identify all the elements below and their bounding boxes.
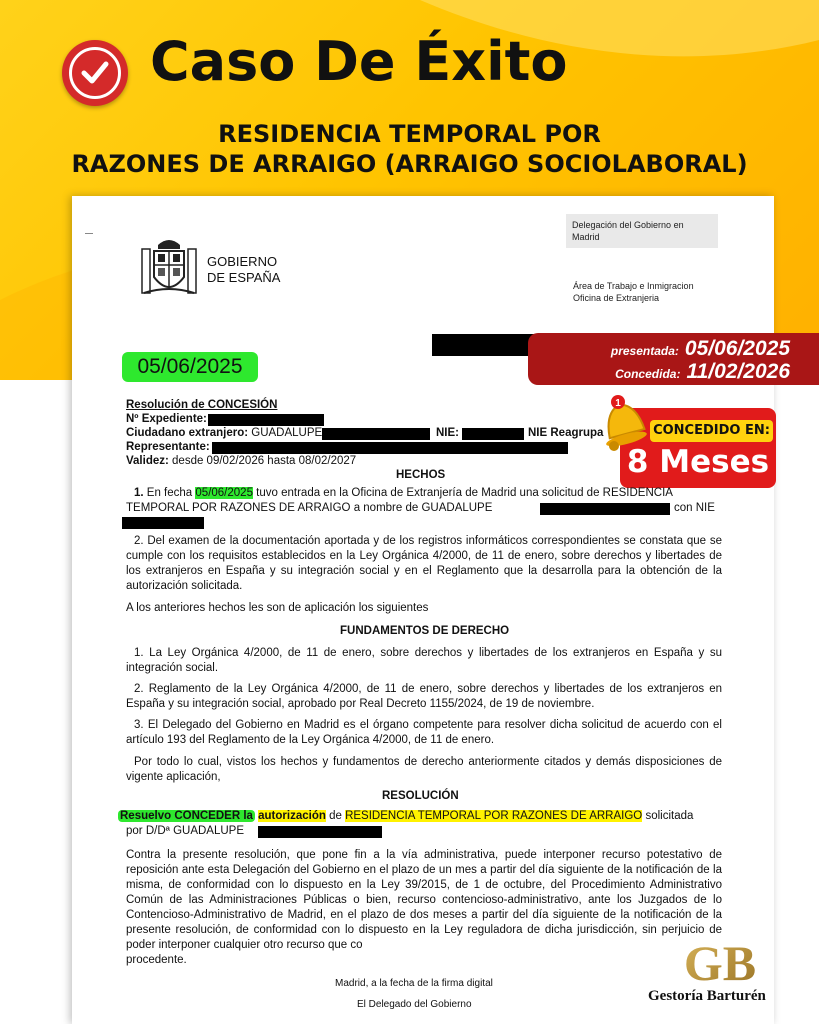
svg-text:GB: GB (683, 935, 757, 990)
resolution-heading: Resolución de CONCESIÓN (126, 399, 278, 411)
fundamentos-heading: FUNDAMENTOS DE DERECHO (340, 625, 510, 637)
redacted-name-3 (258, 826, 382, 838)
redacted-address (432, 334, 542, 356)
highlight-date: 05/06/2025 (122, 352, 258, 382)
concedido-label: CONCEDIDO EN: (650, 420, 773, 442)
granted-date: 11/02/2026 (686, 360, 790, 383)
delegation-box: Delegación del Gobierno en Madrid (566, 214, 718, 248)
ciudadano-row: Ciudadano extranjero: GUADALUPE (126, 427, 323, 439)
presented-date: 05/06/2025 (684, 337, 790, 360)
validez-row: Validez: desde 09/02/2026 hasta 08/02/2027 (126, 455, 357, 467)
government-label: GOBIERNO DE ESPAÑA (207, 254, 281, 285)
bell-badge-count: 1 (615, 398, 621, 409)
redacted-name-2 (540, 503, 670, 515)
hechos-p1: 1. En fecha 05/06/2025 tuvo entrada en la Oficina de Extranjería de Madrid una solicitud de RESIDENCIA (134, 487, 673, 499)
procedente-text: procedente. (126, 954, 187, 966)
presented-label: presentada: (610, 344, 679, 358)
concedido-duration: 8 Meses (626, 444, 770, 480)
granted-label: Concedida: (615, 367, 681, 381)
coat-of-arms-icon (140, 235, 198, 301)
nie-reagrupa-label: NIE Reagrupa (528, 427, 604, 439)
signature-role: El Delegado del Gobierno (357, 999, 472, 1010)
recurso-paragraph: Contra la presente resolución, que pone fin a la vía administrativa, puede interponer recurso potestativo de reposición ante esta Delegación del Gobierno en el plazo de un mes a partir del día siguiente de la notificación de la misma, de conformidad con lo dispuesto en la Ley 39/2015, de 1 de octubre, del Procedimiento Administrativo Común de las Administraciones Públicas o bien, recurso contencioso-administrativo, ante los Juzgados de lo Contencioso-Administrativo de Madrid, en el plazo de dos meses a partir del día siguiente de la notificación de la presente resolución, de conformidad con lo dispuesto en la Ley reguladora de dicha jurisdicción, sin perjuicio de poder interponer cualquier otro recurso que co (126, 849, 722, 951)
nie-label: NIE: (436, 427, 459, 439)
banner-subtitle-2: RAZONES DE ARRAIGO (ARRAIGO SOCIOLABORAL) (71, 150, 748, 178)
gestoria-logo-icon (680, 934, 760, 990)
hechos-nie: con NIE (674, 502, 715, 514)
gestoria-name: Gestoría Barturén (648, 988, 766, 1004)
signature-place: Madrid, a la fecha de la firma digital (335, 978, 493, 989)
hechos-aplicacion: A los anteriores hechos les son de aplicación los siguientes (126, 602, 429, 614)
redacted-nie-2 (122, 517, 204, 529)
redacted-expediente (208, 414, 324, 426)
banner-subtitle-1: RESIDENCIA TEMPORAL POR (218, 120, 601, 148)
banner-title: Caso De Éxito (150, 30, 568, 93)
redacted-representante (212, 442, 568, 454)
fundamentos-p1: 1. La Ley Orgánica 4/2000, de 11 de enero, sobre derechos y libertades de los extranjeros en España y su integración social. (126, 647, 722, 674)
fundamentos-p3: 3. El Delegado del Gobierno en Madrid es el órgano competente para resolver dicha solicitud de acuerdo con el artículo 193 del Reglamento de la Ley Orgánica 4/2000, de 11 de enero. (126, 719, 722, 746)
hechos-heading: HECHOS (396, 469, 446, 481)
hechos-p2: 2. Del examen de la documentación aportada y de los registros informáticos correspondientes se constata que se cumple con los requisitos establecidos en la Ley Orgánica 4/2000, de 11 de enero, sobre derechos y libertades de los extranjeros en España y su integración social y en el Reglamento que la desarrolla para la obtención de la autorización solicitada. (126, 535, 722, 592)
check-badge-icon (62, 40, 128, 106)
hechos-p1-line2: TEMPORAL POR RAZONES DE ARRAIGO a nombre de GUADALUPE (126, 502, 493, 514)
redacted-nie (462, 428, 524, 440)
resolucion-heading: RESOLUCIÓN (382, 790, 459, 802)
fundamentos-p4: Por todo lo cual, vistos los hechos y fundamentos de derecho anteriormente citados y demás disposiciones de vigente aplicación, (126, 756, 722, 783)
fundamentos-p2: 2. Reglamento de la Ley Orgánica 4/2000, de 11 de enero, sobre derechos y libertades de los extranjeros en España y su integración social, aprobado por Real Decreto 1155/2024, de 19 de noviembre. (126, 683, 722, 710)
margin-mark (85, 233, 93, 234)
hechos-date-highlight: 05/06/2025 (195, 487, 253, 499)
dates-banner (528, 333, 819, 385)
expediente-label: Nº Expediente: (126, 413, 207, 425)
bell-icon (592, 390, 654, 452)
resolucion-concede: Resuelvo CONCEDER la autorización de RESIDENCIA TEMPORAL POR RAZONES DE ARRAIGO solicitada (120, 810, 694, 822)
resolucion-por: por D/Dª GUADALUPE (126, 825, 245, 837)
representante-label: Representante: (126, 441, 210, 453)
area-label: Área de Trabajo e Inmigracion Oficina de Extranjeria (573, 281, 694, 303)
redacted-name (322, 428, 430, 440)
